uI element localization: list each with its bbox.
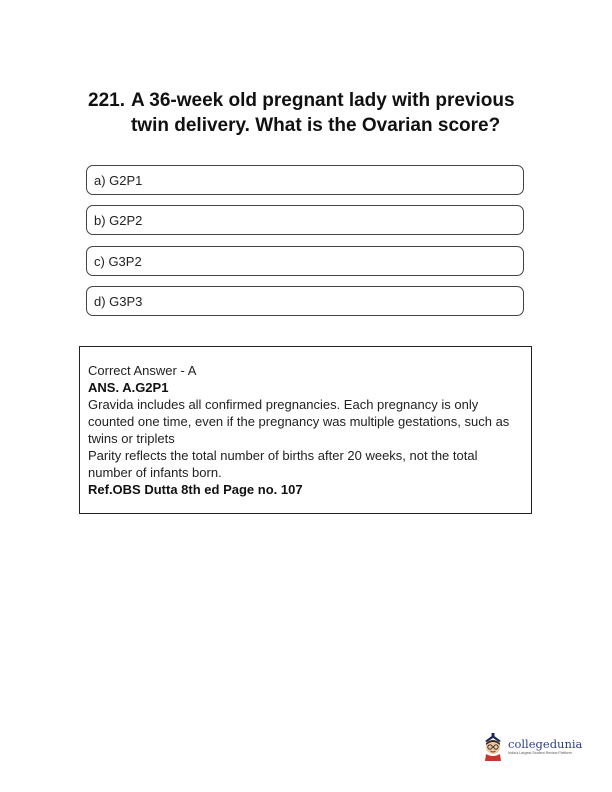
explanation-parity: Parity reflects the total number of births after 20 weeks, not the total number of infants born.	[88, 448, 478, 480]
explanation-gravida: Gravida includes all confirmed pregnancies. Each pregnancy is only counted one time, even if the pregnancy was multiple gestations, such as twins or triplets	[88, 397, 510, 446]
answer-heading: ANS. A.G2P1	[88, 380, 169, 395]
collegedunia-logo	[480, 730, 590, 764]
option-a[interactable]	[86, 165, 524, 195]
question-number: 221.	[88, 90, 125, 111]
collegedunia-mascot-icon	[480, 732, 506, 762]
logo-tagline: India's Largest Student Review Platform	[508, 751, 572, 755]
option-c[interactable]	[86, 246, 524, 276]
logo-name: collegedunia	[508, 737, 583, 751]
answer-box	[79, 346, 532, 514]
option-b[interactable]	[86, 205, 524, 235]
question-text: A 36-week old pregnant lady with previous twin delivery. What is the Ovarian score?	[130, 90, 515, 136]
option-d-label: d) G3P3	[94, 293, 143, 309]
question	[88, 88, 528, 138]
option-b-label: b) G2P2	[94, 212, 143, 228]
option-c-label: c) G3P2	[94, 253, 142, 269]
correct-answer: Correct Answer - A	[88, 363, 197, 378]
option-d[interactable]	[86, 286, 524, 316]
reference: Ref.OBS Dutta 8th ed Page no. 107	[88, 482, 303, 497]
option-a-label: a) G2P1	[94, 172, 143, 188]
